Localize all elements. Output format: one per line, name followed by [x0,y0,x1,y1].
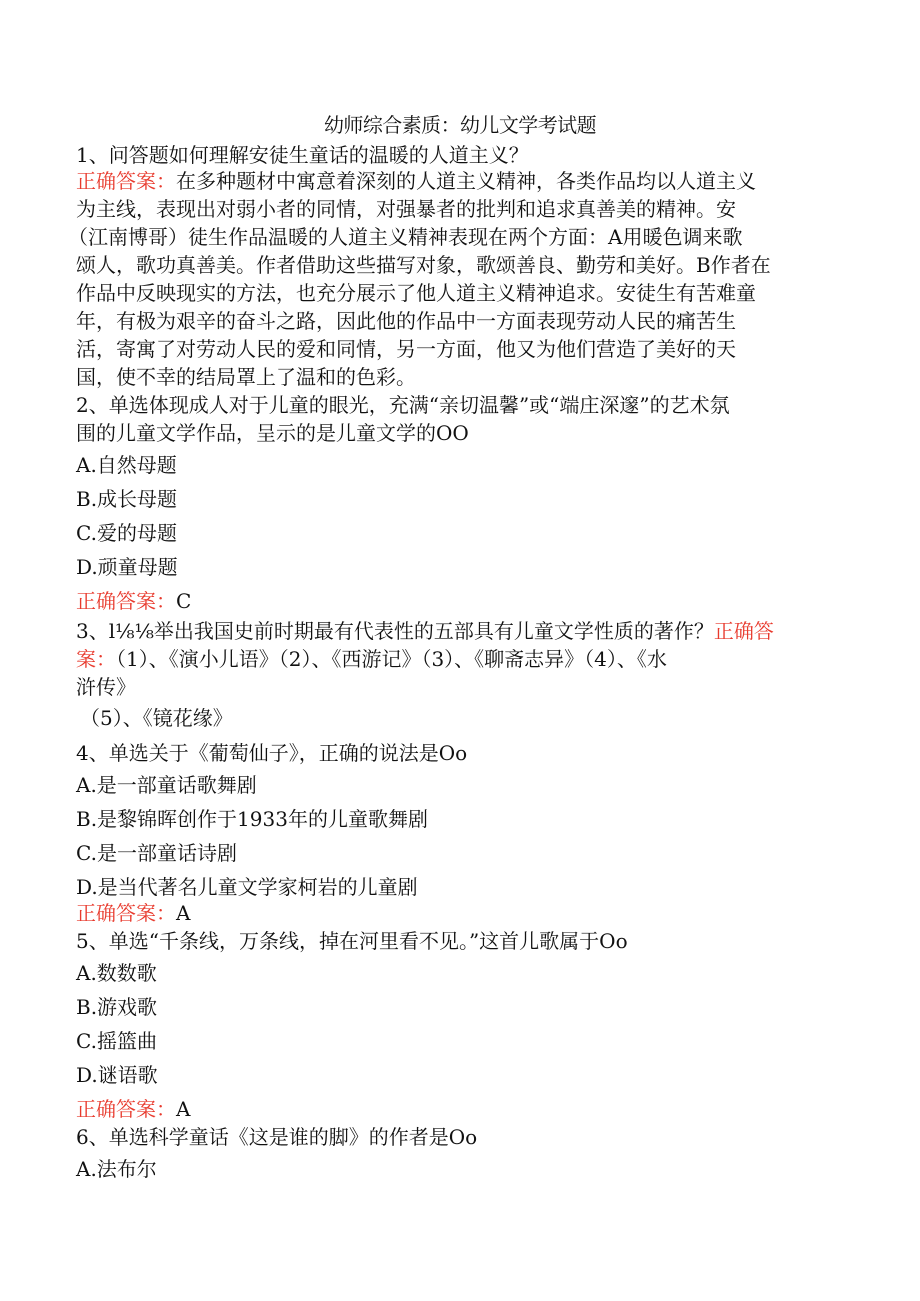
q5-question: 5、单选“千条线，万条线，掉在河里看不见。”这首儿歌属于Oo [76,929,628,953]
q4-option: D.是当代著名儿童文学家柯岩的儿童剧 [76,875,418,899]
q4-question: 4、单选关于《葡萄仙子》，正确的说法是Oo [76,741,468,765]
answer-label-part: 正确答 [713,619,774,643]
q5-option: B.游戏歌 [76,995,158,1019]
q5-option: C.摇篮曲 [76,1029,157,1053]
q1-answer-line: 国，使不幸的结局罩上了温和的色彩。 [76,365,416,389]
q1-answer-line: 为主线，表现出对弱小者的同情，对强暴者的批判和追求真善美的精神。安 [76,197,736,221]
q5-answer: 正确答案：A [76,1097,191,1121]
q3-answer-line: 案：（1）、《演小儿语》（2）、《西游记》（3）、《聊斋志异》（4）、《水 [76,647,667,671]
q1-answer-line: 年，有极为艰辛的奋斗之路，因此他的作品中一方面表现劳动人民的痛苦生 [76,309,736,333]
q4-option: A.是一部童话歌舞剧 [76,773,257,797]
answer-label: 正确答案： [76,901,176,925]
q2-option: D.顽童母题 [76,555,178,579]
q2-option: A.自然母题 [76,453,177,477]
answer-label-part: 案： [76,647,116,671]
answer-label: 正确答案： [76,1097,176,1121]
q4-option: C.是一部童话诗剧 [76,841,237,865]
q3-answer-line: 浒传》 [76,675,136,699]
q3-question: 3、l⅛⅛举出我国史前时期最有代表性的五部具有儿童文学性质的著作？正确答 [76,619,774,643]
q2-question-line: 2、单选体现成人对于儿童的眼光，充满“亲切温馨”或“端庄深邃”的艺术氛 [76,393,730,417]
answer-label: 正确答案： [76,169,176,193]
q3-answer-line: （5）、《镜花缘》 [80,706,233,730]
q6-question: 6、单选科学童话《这是谁的脚》的作者是Oo [76,1125,478,1149]
q5-option: D.谜语歌 [76,1063,158,1087]
q1-answer-line: 作品中反映现实的方法，也充分展示了他人道主义精神追求。安徒生有苦难童 [76,281,756,305]
q6-option: A.法布尔 [76,1157,157,1181]
q2-answer: 正确答案：C [76,589,192,613]
q2-question-line: 围的儿童文学作品，呈示的是儿童文学的OO [76,421,469,445]
q1-answer-line: 正确答案：在多种题材中寓意着深刻的人道主义精神，各类作品均以人道主义 [76,169,756,193]
q2-option: C.爱的母题 [76,521,177,545]
document-title: 幼师综合素质：幼儿文学考试题 [324,113,596,137]
answer-label: 正确答案： [76,589,176,613]
q4-option: B.是黎锦晖创作于1933年的儿童歌舞剧 [76,807,428,831]
q1-question: 1、问答题如何理解安徒生童话的温暖的人道主义？ [76,143,529,167]
q1-answer-line: （江南博哥）徒生作品温暖的人道主义精神表现在两个方面：A用暖色调来歌 [68,225,743,249]
q4-answer: 正确答案：A [76,901,191,925]
q2-option: B.成长母题 [76,487,178,511]
q1-answer-line: 活，寄寓了对劳动人民的爱和同情，另一方面，他又为他们营造了美好的天 [76,337,736,361]
q1-answer-line: 颂人，歌功真善美。作者借助这些描写对象，歌颂善良、勤劳和美好。B作者在 [76,253,771,277]
q5-option: A.数数歌 [76,961,157,985]
